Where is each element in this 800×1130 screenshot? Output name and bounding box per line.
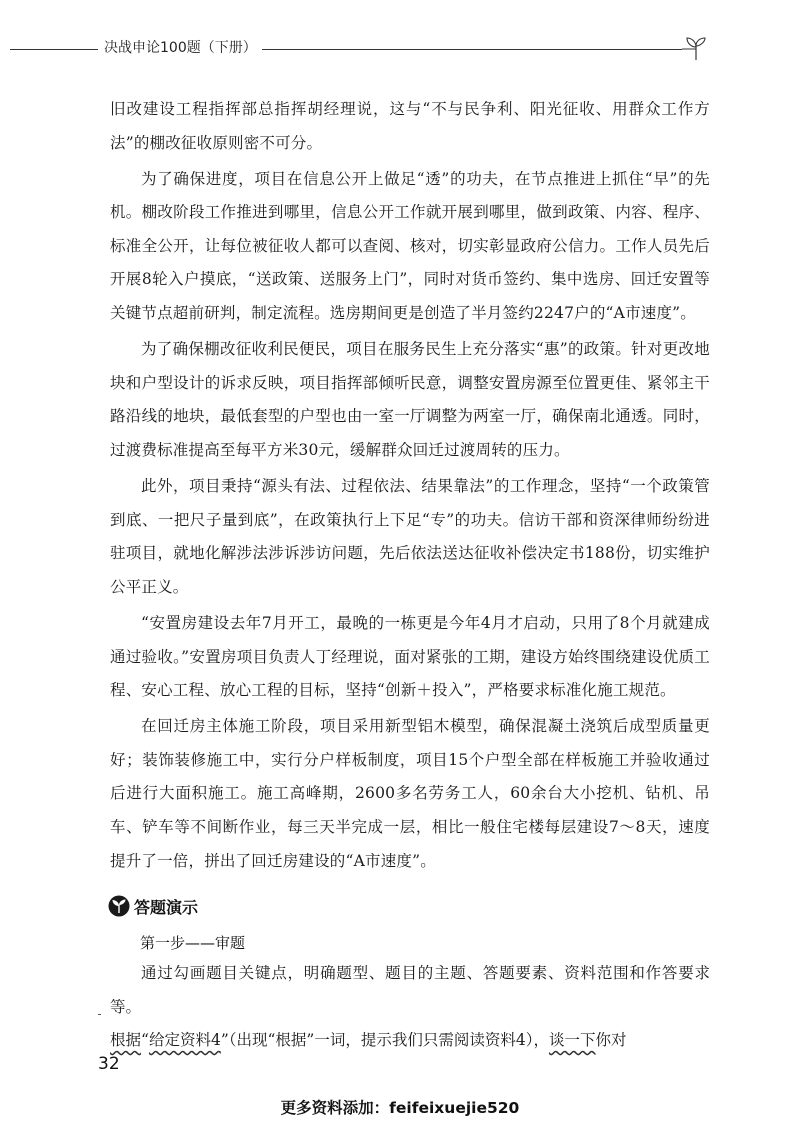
keyword-underlined: 根据	[110, 1031, 142, 1050]
sprout-icon	[682, 34, 710, 62]
step-body	[110, 957, 710, 1058]
keyword-underlined: 谈一下	[548, 1031, 596, 1050]
footer-note: 更多资料添加：feifeixuejie520	[280, 1099, 520, 1117]
section-heading	[108, 893, 198, 919]
paragraph: 为了确保进度，项目在信息公开上做足“透”的功夫，在节点推进上抓住“早”的先机。棚改阶段工作推进到哪里，信息公开工作就开展到哪里，做到政策、内容、程序、标准全公开，让每位被征收人都可以查阅、核对，切实彰显政府公信力。工作人员先后开展8轮入户摸底，“送政策、送服务上门”，同时对货币签约、集中选房、回迁安置等关键节点超前研判，制定流程。选房期间更是创造了半月签约2247户的“A市速度”。	[110, 169, 710, 323]
text-span: ”（出现“根据”一词，提示我们只需阅读资料4），	[220, 1031, 549, 1050]
header-rule-left	[10, 49, 98, 50]
article-body	[110, 93, 710, 881]
text-span: 你对	[595, 1031, 627, 1050]
section-heading-label: 答题演示	[134, 897, 199, 917]
header-rule-right	[262, 49, 682, 50]
paragraph: 在回迁房主体施工阶段，项目采用新型铝木模型，确保混凝土浇筑后成型质量更好；装饰装修施工中，实行分户样板制度，项目15个户型全部在样板施工并验收通过后进行大面积施工。施工高峰期，2600多名劳务工人，60余台大小挖机、钻机、吊车、铲车等不间断作业，每三天半完成一层，相比一般住宅楼每层建设7～8天，速度提升了一倍，拼出了回迁房建设的“A市速度”。	[110, 717, 710, 870]
step-line: 通过勾画题目关键点，明确题型、题目的主题、答题要素、资料范围和作答要求等。	[110, 964, 710, 1016]
paragraph: 为了确保棚改征收利民便民，项目在服务民生上充分落实“惠”的政策。针对更改地块和户型设计的诉求反映，项目指挥部倾听民意，调整安置房源至位置更佳、紧邻主干路沿线的地块，最低套型的户型也由一室一厅调整为两室一厅，确保南北通透。同时，过渡费标准提高至每平方米30元，缓解群众回迁过渡周转的压力。	[110, 340, 710, 459]
paragraph: 此外，项目秉持“源头有法、过程依法、结果靠法”的工作理念，坚持“一个政策管到底、一把尺子量到底”，在政策执行上下足“专”的功夫。信访干部和资深律师纷纷进驻项目，就地化解涉法涉诉涉访问题，先后依法送达征收补偿决定书188份，切实维护公平正义。	[110, 477, 710, 596]
paragraph: “安置房建设去年7月开工，最晚的一栋更是今年4月才启动，只用了8个月就建成通过验收。”安置房项目负责人丁经理说，面对紧张的工期，建设方始终围绕建设优质工程、安心工程、放心工程的目标，坚持“创新＋投入”，严格要求标准化施工规范。	[110, 613, 710, 700]
running-header	[0, 34, 800, 64]
text-span: “	[141, 1031, 149, 1050]
keyword-underlined: 给定资料4	[148, 1031, 221, 1050]
page-number: 32	[98, 1054, 120, 1074]
sprout-badge-icon	[108, 895, 130, 917]
book-title: 决战申论100题（下册）	[104, 40, 257, 56]
step-title: 第一步——审题	[140, 934, 246, 952]
paragraph: 旧改建设工程指挥部总指挥胡经理说，这与“不与民争利、阳光征收、用群众工作方法”的棚改征收原则密不可分。	[110, 100, 710, 152]
step-line	[110, 1024, 710, 1058]
scan-speck	[98, 1014, 101, 1015]
